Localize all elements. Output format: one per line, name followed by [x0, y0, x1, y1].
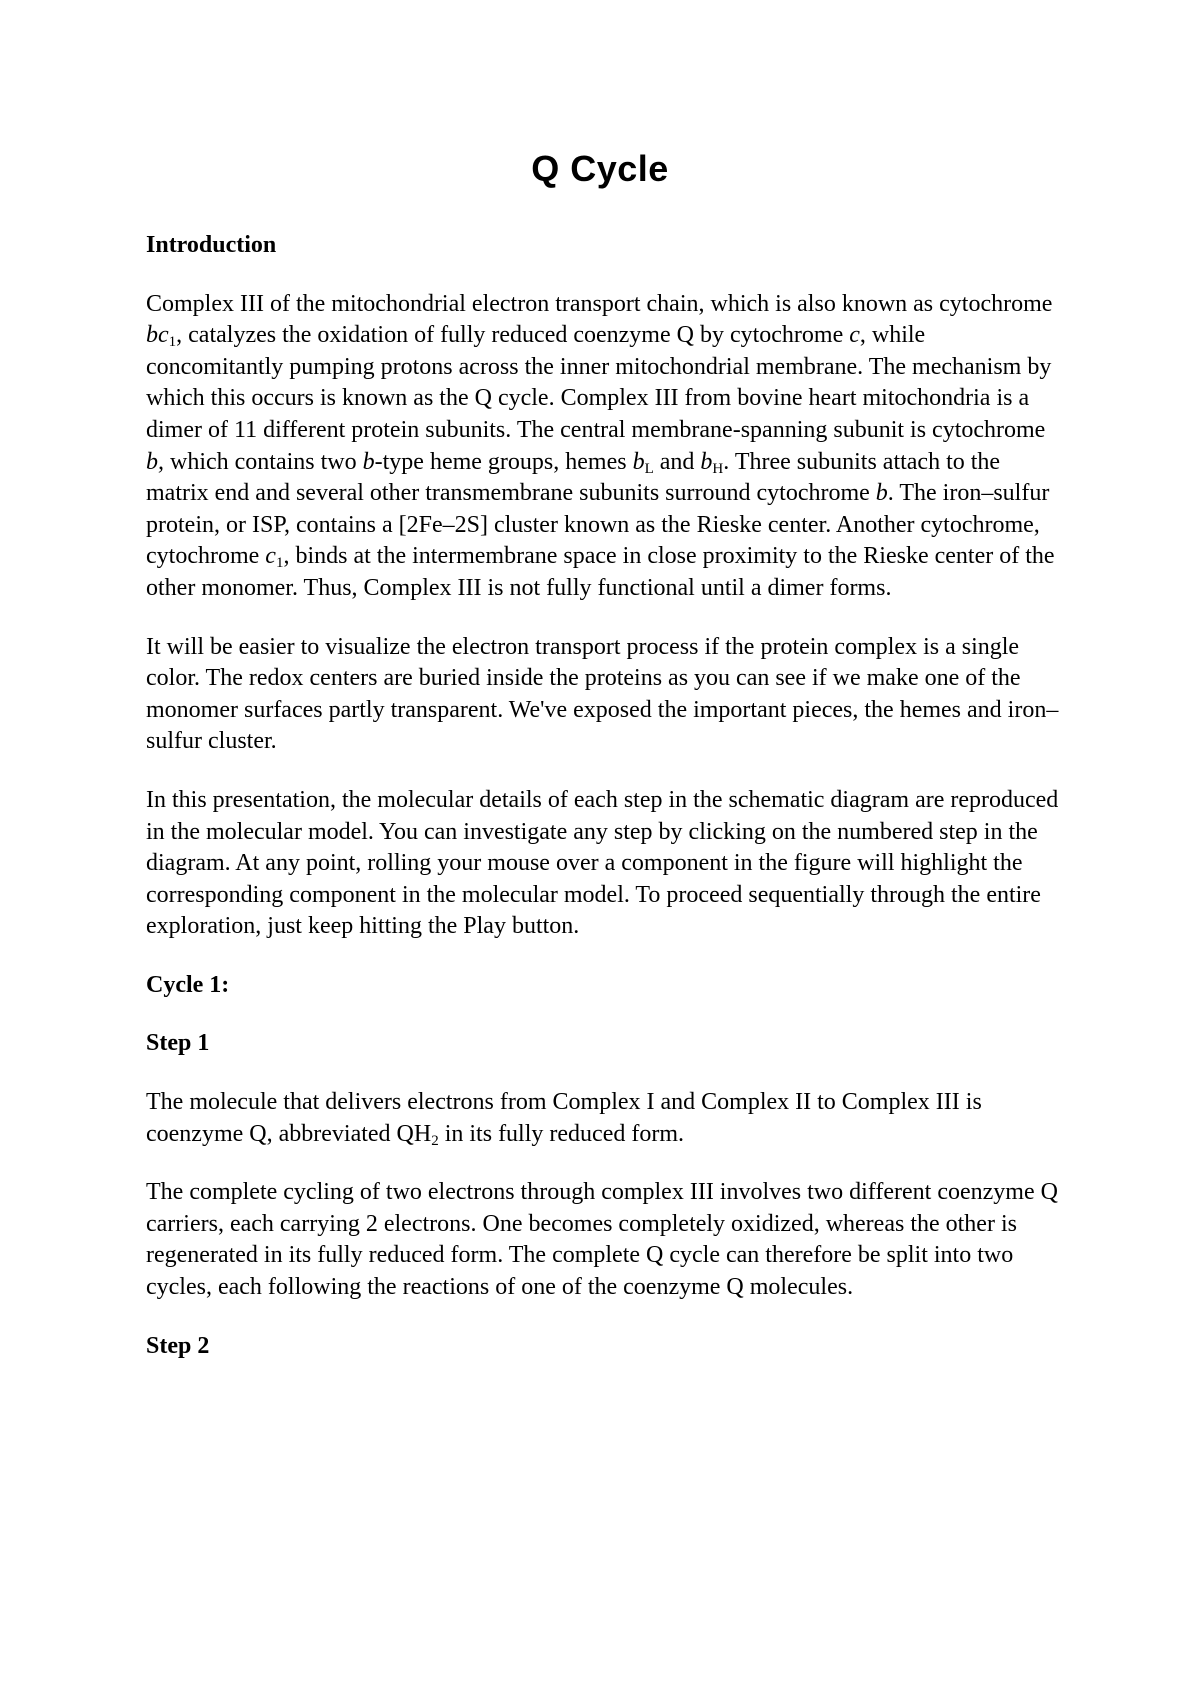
introduction-heading: Introduction: [146, 232, 277, 258]
step-2-heading: Step 2: [146, 1332, 210, 1359]
text-run: Complex III of the mitochondrial electron transport chain, which is also known as cytochrome: [146, 290, 1053, 317]
step-1-heading: Step 1: [146, 1030, 210, 1057]
italic-run: bc: [146, 322, 169, 349]
subscript: 2: [431, 1132, 439, 1149]
text-run: . The iron–sulfur protein, or ISP, contains a [2Fe–2S] cluster known as the Rieske center. Another cytochrome, cytochrome: [146, 480, 1050, 570]
cycle-1-heading: Cycle 1:: [146, 971, 230, 998]
italic-run: b,: [146, 448, 164, 475]
text-run: The molecule that delivers electrons from Complex I and Complex II to Complex III is coenzyme Q, abbreviated QH: [146, 1089, 982, 1147]
italic-run: c: [265, 543, 276, 570]
text-run: . Three subunits attach to the matrix end and several other transmembrane subunits surround cytochrome: [146, 448, 1001, 507]
text-run: in its fully reduced form.: [438, 1120, 684, 1147]
intro-paragraph-1: [146, 289, 1066, 605]
intro-paragraph-3: In this presentation, the molecular details of each step in the schematic diagram are reproduced in the molecular model. You can investigate any step by clicking on the numbered step in the diagram. At any point, rolling your mouse over a component in the figure will highlight the corresponding component in the molecular model. To proceed sequentially through the entire exploration, just keep hitting the Play button.: [146, 786, 1059, 940]
document-body: [146, 230, 1066, 1389]
step-1-paragraph-2: The complete cycling of two electrons through complex III involves two different coenzyme Q carriers, each carrying 2 electrons. One becomes completely oxidized, whereas the other is regenerated in its fully reduced form. The complete Q cycle can therefore be split into two cycles, each following the reactions of one of the coenzyme Q molecules.: [146, 1179, 1058, 1301]
subscript: 1: [168, 334, 177, 351]
text-run: which contains two: [164, 448, 363, 475]
text-run: , binds at the intermembrane space in close proximity to the Rieske center of the other monomer. Thus, Complex III is not fully functional until a dimer forms.: [146, 543, 1055, 601]
subscript: 1: [275, 555, 284, 572]
text-run: -type heme groups, hemes: [374, 448, 633, 475]
text-run: , while concomitantly pumping protons across the inner mitochondrial membrane. The mechanism by which this occurs is known as the Q cycle. Complex III from bovine heart mitochondria is a dimer of 11 different protein subunits. The central membrane-spanning subunit is cytochrome: [146, 322, 1052, 443]
italic-run: b: [362, 448, 375, 475]
step-1-paragraph-1: [146, 1087, 1066, 1150]
italic-run: b: [875, 480, 888, 507]
text-run: , catalyzes the oxidation of fully reduced coenzyme Q by cytochrome: [176, 322, 850, 349]
italic-run: b: [632, 448, 645, 475]
italic-run: b: [700, 448, 713, 475]
subscript: L: [644, 460, 654, 477]
intro-paragraph-2: It will be easier to visualize the electron transport process if the protein complex is a single color. The redox centers are buried inside the proteins as you can see if we make one of the monomer surfaces partly transparent. We've exposed the important pieces, the hemes and iron–sulfur cluster.: [146, 633, 1059, 755]
text-run: and: [653, 448, 701, 475]
italic-run: c: [849, 322, 860, 349]
page-title: Q Cycle: [531, 148, 669, 189]
subscript: H: [712, 460, 724, 477]
